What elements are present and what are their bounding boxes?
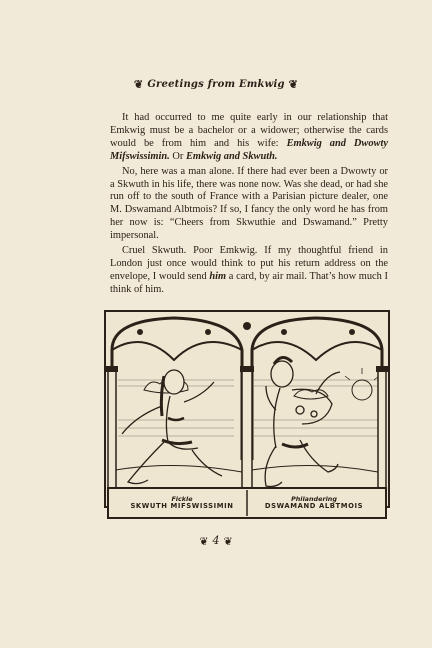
caption-right-name: DSWAMAND ALBTMOIS [264, 502, 364, 511]
running-header [0, 78, 432, 91]
caption-left [120, 496, 244, 511]
fleuron-icon: ❦ [223, 535, 233, 548]
header-title: Greetings from Emkwig [147, 79, 285, 90]
text-run: Or [169, 150, 186, 162]
fleuron-icon: ❦ [199, 535, 209, 548]
caption-left-name: SKWUTH MIFSWISSIMIN [130, 502, 234, 511]
page-folio [0, 534, 432, 548]
emphasized-text: Emkwig and Dwowty Mifswissimin. [110, 137, 388, 162]
text-run: No, here was a man alone. If there had ever been a Dwowty or a Skwuth in his life, there was none now. Was she dead, or had she run off to the south of France with a Parisian picture dealer, one M. Dswamand Albtmois? If so, I fancy the only word he has from her now is: “Cheers from Skwuthie and Dswamand.” Pretty impersonal. [110, 165, 388, 242]
caption-left-epithet: Fickle [171, 495, 193, 503]
text-run: It had occurred to me quite early in our relationship that Emkwig must be a bachelor or a widower; otherwise the cards would be from him and his wife: [110, 112, 388, 149]
fleuron-icon: ❦ [288, 78, 299, 91]
text-run: Cruel Skwuth. Poor Emkwig. If my thoughtful friend in London just once would think to put his return address on the envelope, I would send [110, 245, 388, 282]
page-number: 4 [212, 534, 220, 547]
emphasized-text: Emkwig and Skwuth. [185, 150, 278, 162]
woodcut-illustration [104, 310, 390, 522]
body-paragraph [110, 245, 388, 297]
body-text [110, 112, 388, 297]
emphasized-text: him [209, 270, 227, 282]
body-paragraph [110, 166, 388, 243]
fleuron-icon: ❦ [133, 78, 144, 91]
caption-right-epithet: Philandering [291, 495, 337, 503]
body-paragraph [110, 112, 388, 164]
caption-right [250, 496, 378, 511]
text-run: a card, by air mail. That’s how much I think of him. [110, 270, 388, 295]
